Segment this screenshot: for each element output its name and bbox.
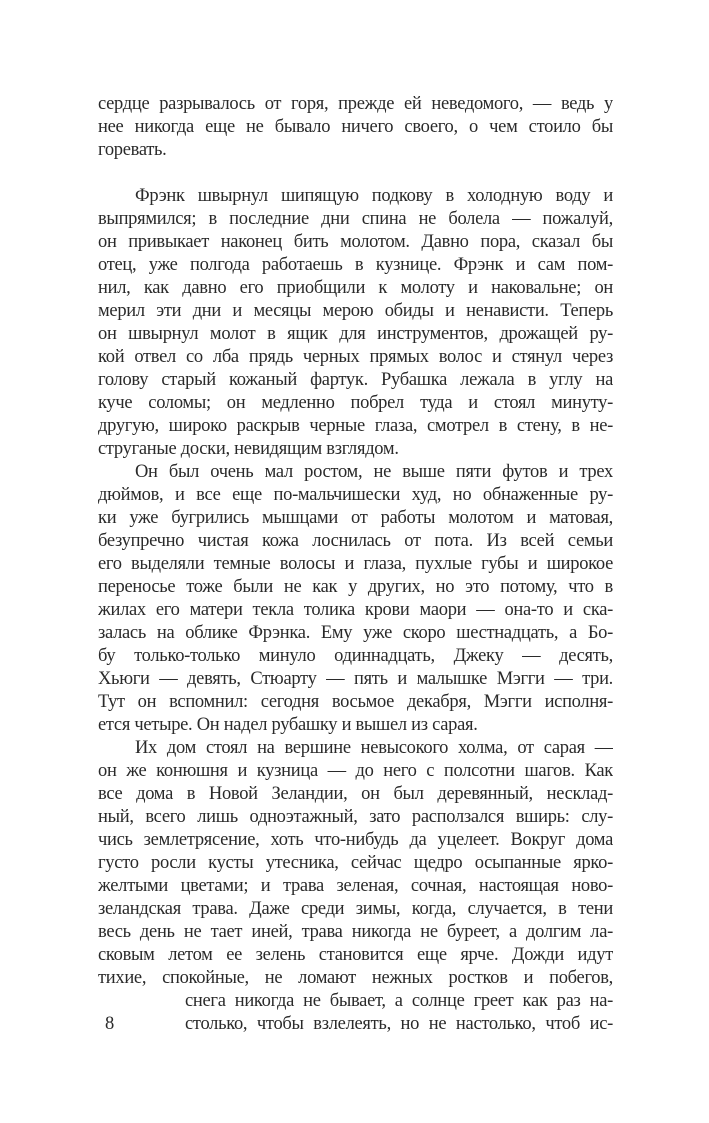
page-number-label: 8 <box>105 1014 115 1034</box>
text-line: все дома в Новой Зеландии, он был деревянный, несклад- <box>98 784 613 804</box>
text-line: столько, чтобы взлелеять, но не настолько, чтоб ис- <box>185 1014 613 1034</box>
text-line: весь день не тает иней, трава никогда не буреет, а долгим ла- <box>98 922 613 942</box>
text-line: мерил эти дни и месяцы мерою обиды и ненависти. Теперь <box>98 301 613 321</box>
text-line: Их дом стоял на вершине невысокого холма, от сарая — <box>135 738 613 758</box>
text-line: ки уже бугрились мышцами от работы молотом и матовая, <box>98 508 613 528</box>
text-line: желтыми цветами; и трава зеленая, сочная, настоящая ново- <box>98 876 613 896</box>
text-line: чись землетрясение, хоть что-нибудь да уцелеет. Вокруг дома <box>98 830 613 850</box>
text-line: сердце разрывалось от горя, прежде ей неведомого, — ведь у <box>98 94 613 114</box>
text-line: нил, как давно его приобщили к молоту и наковальне; он <box>98 278 613 298</box>
text-line: Тут он вспомнил: сегодня восьмое декабря, Мэгги исполня- <box>98 692 613 712</box>
text-line: он швырнул молот в ящик для инструментов, дрожащей ру- <box>98 324 613 344</box>
text-line: безупречно чистая кожа лоснилась от пота. Из всей семьи <box>98 531 613 551</box>
text-line: тихие, спокойные, не ломают нежных ростков и побегов, <box>98 968 613 988</box>
text-line: сковым летом ее зелень становится еще ярче. Дожди идут <box>98 945 613 965</box>
text-line: Хьюги — девять, Стюарту — пять и малышке Мэгги — три. <box>98 669 613 689</box>
text-line: он же конюшня и кузница — до него с полсотни шагов. Как <box>98 761 613 781</box>
text-line: его выделяли темные волосы и глаза, пухлые губы и широкое <box>98 554 613 574</box>
text-line: он привыкает наконец бить молотом. Давно пора, сказал бы <box>98 232 613 252</box>
text-line: голову старый кожаный фартук. Рубашка лежала в углу на <box>98 370 613 390</box>
text-line: залась на облике Фрэнка. Ему уже скоро шестнадцать, а Бо- <box>98 623 613 643</box>
text-line: жилах его матери текла толика крови маори — она-то и ска- <box>98 600 613 620</box>
text-line: куче соломы; он медленно побрел туда и стоял минуту- <box>98 393 613 413</box>
text-line: нее никогда еще не бывало ничего своего, о чем стоило бы <box>98 117 613 137</box>
text-line: горевать. <box>98 140 167 160</box>
text-line: переносье тоже были не как у других, но это потому, что в <box>98 577 613 597</box>
text-line: отец, уже полгода работаешь в кузнице. Фрэнк и сам пом- <box>98 255 613 275</box>
text-line: кой отвел со лба прядь черных прямых волос и стянул через <box>98 347 613 367</box>
text-line: бу только-только минуло одиннадцать, Джеку — десять, <box>98 646 613 666</box>
text-line: ный, всего лишь одноэтажный, зато расползался вширь: слу- <box>98 807 613 827</box>
text-line: Он был очень мал ростом, не выше пяти футов и трех <box>135 462 613 482</box>
text-line: густо росли кусты утесника, сейчас щедро осыпанные ярко- <box>98 853 613 873</box>
text-line: выпрямился; в последние дни спина не болела — пожалуй, <box>98 209 613 229</box>
text-line: другую, широко раскрыв черные глаза, смотрел в стену, в не- <box>98 416 613 436</box>
text-line: Фрэнк швырнул шипящую подкову в холодную воду и <box>135 186 613 206</box>
text-line: зеландская трава. Даже среди зимы, когда, случается, в тени <box>98 899 613 919</box>
text-line: снега никогда не бывает, а солнце греет как раз на- <box>185 991 613 1011</box>
page-text-block <box>98 93 613 1036</box>
text-line: ется четыре. Он надел рубашку и вышел из сарая. <box>98 715 478 735</box>
text-line: дюймов, и все еще по-мальчишески худ, но обнаженные ру- <box>98 485 613 505</box>
text-line: струганые доски, невидящим взглядом. <box>98 439 399 459</box>
